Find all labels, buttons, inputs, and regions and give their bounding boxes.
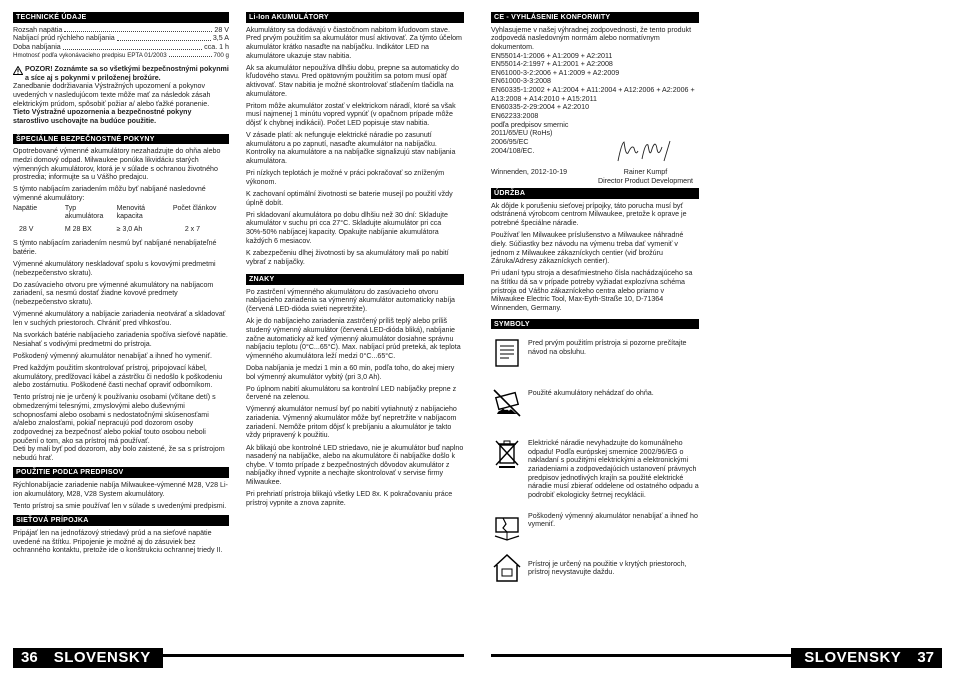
special-paragraph: Na svorkách batérie nabíjacieho zariadenia spočíva sieťové napätie. Nesiahať s vodivými predmetmi do prístroja. <box>13 330 228 348</box>
middle-column <box>246 12 464 511</box>
usage-paragraph: Tento prístroj sa smie používať len v súlade s uvedenými predpismi. <box>13 501 227 510</box>
spec-row <box>13 26 229 35</box>
spec-value: 28 V <box>214 25 229 34</box>
ce-intro: Vyhlasujeme v našej výhradnej zodpovednosti, že tento produkt zodpovedá nasledovným normám alebo normatívnym dokumentom. <box>491 25 692 51</box>
spec-row <box>13 34 229 43</box>
tech-data-header: TECHNICKÉ ÚDAJE <box>13 12 229 23</box>
liion-paragraph: Pritom môže akumulátor zostať v elektrickom náradí, ktoré sa však musí najmenej 1 minútu vopred vypnúť (v opačnom prípade môže dôjsť k chybnej indikácii). Počet LED popisuje stav nabitia. <box>246 101 456 128</box>
symbol-item <box>491 437 699 499</box>
signs-paragraph: Po zastrčení výmenného akumulátoru do zasúvacieho otvoru nabíjacieho zariadenia sa výmenný akumulátor automaticky nabíja (červená LED-dióda svieti nepretržite). <box>246 287 455 314</box>
symbol-item <box>491 552 699 584</box>
right-column <box>491 12 699 590</box>
table-row <box>13 223 229 236</box>
symbol-text: Použité akumulátory nehádzať do ohňa. <box>528 389 654 398</box>
signs-paragraph: Výmenný akumulátor nemusí byť po nabití vytiahnutý z nabíjacieho zariadenia. Výmenný akumulátor môže byť nepretržite v nabíjacom zariadení. Nemôže pritom dôjsť k prebíjaniu a akumulátor je takto vždy pripravený k použitiu. <box>246 405 457 440</box>
liion-paragraph: V zásade platí: ak nefunguje elektrické náradie po zasunutí akumulátoru a po zapnutí, nasaďte akumulátor na nabíjačku. Kontrolky na akumulátore a na nabíjačke signalizujú stav nabíjania akumulátora. <box>246 131 456 166</box>
maintenance-paragraph: Pri udaní typu stroja a desaťmiestneho čísla nachádzajúceho sa na štítku dá sa v prípade potreby vyžiadat explozívna schéma prístroja od Vášho zákazníckeho centra alebo priamo v Milwaukee Electric Tool, Max-Eyth-Straße 10, D-71364 Winnenden, Germany. <box>491 269 693 312</box>
special-paragraph: Výmenné akumulátory a nabíjacie zariadenia neotvárať a skladovať len v suchých priestoroch. Chrániť pred vlhkosťou. <box>13 310 226 327</box>
warning-text: Zanedbanie dodržiavania Výstražných upozornení a pokynov uvedených v nasledujúcom texte môže mať za následok zásah elektrickým prúdom, spôsobiť požiar a/ alebo ťažké poranenie. <box>13 82 211 108</box>
liion-header: Li-Ion AKUMULÁTORY <box>246 12 464 23</box>
weight-row <box>13 52 229 60</box>
spec-label: Nabíjací prúd rýchleho nabíjania <box>13 34 115 43</box>
ce-signatory-name: Rainer Kumpf <box>623 167 668 176</box>
usage-header: POUŽITIE PODĽA PREDPISOV <box>13 467 229 478</box>
special-paragraph: Poškodený výmenný akumulátor nenabíjať a ihneď ho vymeniť. <box>13 351 212 360</box>
table-header-row <box>13 205 229 223</box>
table-cell: ≥ 3,0 Ah <box>116 225 143 233</box>
footer-left <box>13 648 163 668</box>
special-paragraph: S týmto nabíjacím zariadením môžu byť nabíjané nasledovné výmenné akumulátory: <box>13 185 206 202</box>
table-header-cell: Typ akumulátora <box>64 204 104 221</box>
indoor-house-icon <box>491 552 523 584</box>
table-cell: M 28 BX <box>64 225 92 233</box>
special-paragraph: S týmto nabíjacím zariadením nesmú byť nabíjané nenabíjateľné batérie. <box>13 239 217 256</box>
ce-place-date: Winnenden, 2012-10-19 <box>491 167 568 176</box>
mains-paragraph: Pripájať len na jednofázový striedavý prúd a na sieťové napätie uvedené na štítku. Pripojenie je možné aj do zásuviek bez ochranného kontaktu, pretože ide o konštrukciu ochrannej triedy II. <box>13 529 223 555</box>
maintenance-paragraph: Používať len Milwaukee príslušenstvo a Milwaukee náhradné diely. Súčiastky bez návodu na výmenu treba dať vymeniť v jednom z Milwaukee zákazníckych centier (viď brožúru Záruka/Adresy zákazníckych centier). <box>491 231 684 266</box>
read-manual-icon <box>491 337 523 369</box>
crossed-bin-icon <box>491 437 523 469</box>
signs-paragraph: Ak blikajú obe kontrolné LED striedavo, nie je akumulátor buď naplno nasadený na nabíjačke, alebo na akumulátore či nabíjačke došlo k chybe. V tomto prípade z bezpečnostných dôvodov akumulátor z nabíjačky ihneď vypnite a nechajte skontrolovať v servise firmy Milwaukee. <box>246 443 464 487</box>
battery-no-fire-icon <box>491 387 523 419</box>
usage-paragraph: Rýchlonabíjacie zariadenie nabíja Milwaukee-výmenné M28, V28 Li-ion akumulátory, M28, V28 System akumulátory. <box>13 481 228 498</box>
table-cell: 2 x 7 <box>184 225 200 233</box>
damaged-battery-icon <box>491 510 523 542</box>
page-number-right: 37 <box>917 648 934 666</box>
special-paragraph: Výmenné akumulátory neskladovať spolu s kovovými predmetmi (nebezpečenstvo skratu). <box>13 259 216 277</box>
footer-rule-left <box>163 654 464 657</box>
special-paragraph: Opotrebované výmenné akumulátory nezahadzujte do ohňa alebo medzi domový odpad. Milwaukee ponúka likvidáciu starých výmenných akumulátorov, ktorá je v súlade s ochranou životného prostredia; informujte sa u Vášho predajcu. <box>13 147 221 182</box>
symbol-text: Prístroj je určený na použitie v krytých priestoroch, prístroj nevystavujte daždu. <box>528 559 687 577</box>
ce-header: CE - VYHLÁSENIE KONFORMITY <box>491 12 699 23</box>
weight-value: 700 g <box>213 51 229 59</box>
signature-area <box>598 159 693 185</box>
liion-paragraph: Ak sa akumulátor nepoužíva dlhšiu dobu, prepne sa automaticky do kľudového stavu. Pred opätovným použitím sa potom musí opäť aktivovať. Stav nabitia je možné skontrolovať stlačením tlačidla na akumulátore. <box>246 63 459 98</box>
symbol-text: Poškodený výmenný akumulátor nenabíjať a ihneď ho vymeniť. <box>528 511 698 529</box>
maintenance-header: ÚDRŽBA <box>491 188 699 199</box>
spec-label: Doba nabíjania <box>13 42 61 51</box>
language-label-left: SLOVENSKY <box>53 648 151 666</box>
symbol-text: Elektrické náradie nevyhadzujte do komunálneho odpadu! Podľa európskej smernice 2002/96/EG o nakladaní s použitými elektrickými a elektronickými zariadeniami a zodpovedajúcich ustanovení právnych predpisov jednotlivých krajín sa použité elektrické náradie musí zbierať oddelene od ostatného odpadu a podrobiť ekologicky šetrnej recyklácii. <box>528 439 699 499</box>
signs-paragraph: Po úplnom nabití akumulátoru sa kontrolní LED nabíjačky prepne z červené na zelenou. <box>246 384 457 402</box>
spec-value: 3,5 A <box>212 34 229 43</box>
left-column <box>13 12 229 559</box>
signs-paragraph: Ak je do nabíjacieho zariadenia zastrčený príliš teplý alebo príliš studený výmenný akumulátor (červená LED-dióda bliká), nabíjanie začne automaticky až keď výmenný akumulátor dosiahne správnu nabíjaciu teplotu (0°C...65°C). Max. nabíjací prúd preteká, ak teplota výmenného akumulátora leží medzi 0°C...65°C. <box>246 317 461 360</box>
symbol-item <box>491 510 699 542</box>
battery-table <box>13 205 229 236</box>
warning-bold-text: POZOR! Zoznámte sa so všetkými bezpečnostnými pokynmi a síce aj s pokynmi v priloženej brožúre. <box>25 65 229 82</box>
special-paragraph: Deti by mali byť pod dozorom, aby bolo zaistené, že sa s prístrojom nebudú hrať. <box>13 445 225 462</box>
signs-paragraph: Pri prehriatí prístroja blikajú všetky LED 8x. K pokračovaniu práce prístroj vypnite a znova zapnite. <box>246 490 453 507</box>
weight-label: Hmotnosť podľa vykonávacieho predpisu EPTA 01/2003 <box>13 51 167 59</box>
ce-standards: EN55014-1:2006 + A1:2009 + A2:2011 EN55014-2:1997 + A1:2001 + A2:2008 EN61000-3-2:2006 + A1:2009 + A2:2009 EN61000-3-3:2008 EN60335-1:2002 + A1:2004 + A11:2004 + A12:2006 + A2:2006 + A13:2008 + A14:2010 + A15:2011 EN60335-2-29:2004 + A2:2010 EN62233:2008 podľa predpisov smernic 2011/65/EU (RoHs) 2006/95/EC 2004/108/EC. <box>491 51 695 155</box>
signs-paragraph: Doba nabíjania je medzi 1 min a 60 min, podľa toho, do akej miery bol výmenný akumulátor vybitý (pri 3,0 Ah). <box>246 363 455 381</box>
table-cell: 28 V <box>19 225 34 233</box>
footer-rule-right <box>491 654 791 657</box>
handwritten-signature <box>610 139 680 165</box>
language-label-right: SLOVENSKY <box>804 648 902 666</box>
liion-paragraph: K zachovaní optimální životnosti se baterie musejí po použití vždy úplně dobít. <box>246 190 453 207</box>
liion-paragraph: Pri skladovaní akumulátora po dobu dlhšiu než 30 dní: Skladujte akumulátor v suchu pri cca 27°C. Skladujte akumulátor pri cca 30%-50% nabíjacej kapacity. Opakujte nabíjanie akumulátora každých 6 mesiacov. <box>246 210 448 245</box>
table-header-cell: Počet článkov <box>172 204 217 212</box>
symbols-header: SYMBOLY <box>491 319 699 330</box>
symbol-item <box>491 337 699 369</box>
special-paragraph: Tento prístroj nie je určený k používaniu osobami (včítane detí) s obmedzenými telesnými, zmyslovými alebo duševnými schopnosťami alebo osobami s nedostatočnými skúsenosťami a/alebo znalosťami, pokiaľ nepracujú pod dozorom osoby zodpovednej za bezpečnosť alebo pokiaľ touto osobou neboli poučení o tom, ako sa prístroj má používať. <box>13 393 216 445</box>
maintenance-paragraph: Ak dôjde k poruše​niu sieťovej prípojky, táto porucha musí byť odstránená výrobcom centrom Milwaukee, pretože k oprave je potrebné špeciálne náradie. <box>491 201 687 228</box>
table-header-cell: Napätie <box>13 204 38 212</box>
page-number-left: 36 <box>21 648 38 666</box>
liion-paragraph: K zabezpečeniu dlhej životnosti by sa akumulátory mali po nabití vybrať z nabíjačky. <box>246 248 449 266</box>
footer-right <box>791 648 942 668</box>
special-safety-header: ŠPECIÁLNE BEZPEČNOSTNÉ POKYNY <box>13 134 229 145</box>
special-paragraph: Pred každým použitím skontrolovať prístroj, pripojovací kábel, akumulátory, predlžovací kábel a zástrčku či nedošlo k poškodeniu alebo zostárnutiu. Poškodené časti nechať opraviť odborníkom. <box>13 363 223 390</box>
spec-label: Rozsah napätia <box>13 25 63 34</box>
warning-keep-text: Tieto Výstražné upozornenia a bezpečnostné pokyny starostlivo uschovajte na budúce použitie. <box>13 108 192 125</box>
ce-signatory-role: Director Product Development <box>597 176 693 185</box>
warning-triangle-icon <box>13 66 23 75</box>
liion-paragraph: Akumulátory sa dodávajú v čiastočnom nabitom kľudovom stave. Pred prvým použitím sa akumulátor musí aktivovať. Za týmto účelom akumulátor krátko nasaďte na nabíjačku. Indikátor LED na akumulátore ukazuje stav nabitia. <box>246 25 462 60</box>
symbol-text: Pred prvým použitím prístroja si pozorne prečítajte návod na obsluhu. <box>528 339 687 356</box>
signature-block <box>491 159 699 185</box>
liion-paragraph: Pri nízkych teplotách je možné v práci pokračovať so zníženým výkonom. <box>246 169 445 186</box>
spec-value: cca. 1 h <box>204 42 229 51</box>
spec-row <box>13 43 229 52</box>
warning-block <box>13 65 229 82</box>
symbol-item <box>491 387 699 419</box>
table-header-cell: Menovitá kapacita <box>116 204 146 221</box>
special-paragraph: Do zasúvacieho otvoru pre výmenné akumulátory na nabíjacom zariadení, sa nesmú dostať žiadne kovové predmety (nebezpečenstvo skratu). <box>13 280 214 307</box>
mains-header: SIEŤOVÁ PRÍPOJKA <box>13 515 229 526</box>
signs-header: ZNAKY <box>246 274 464 285</box>
